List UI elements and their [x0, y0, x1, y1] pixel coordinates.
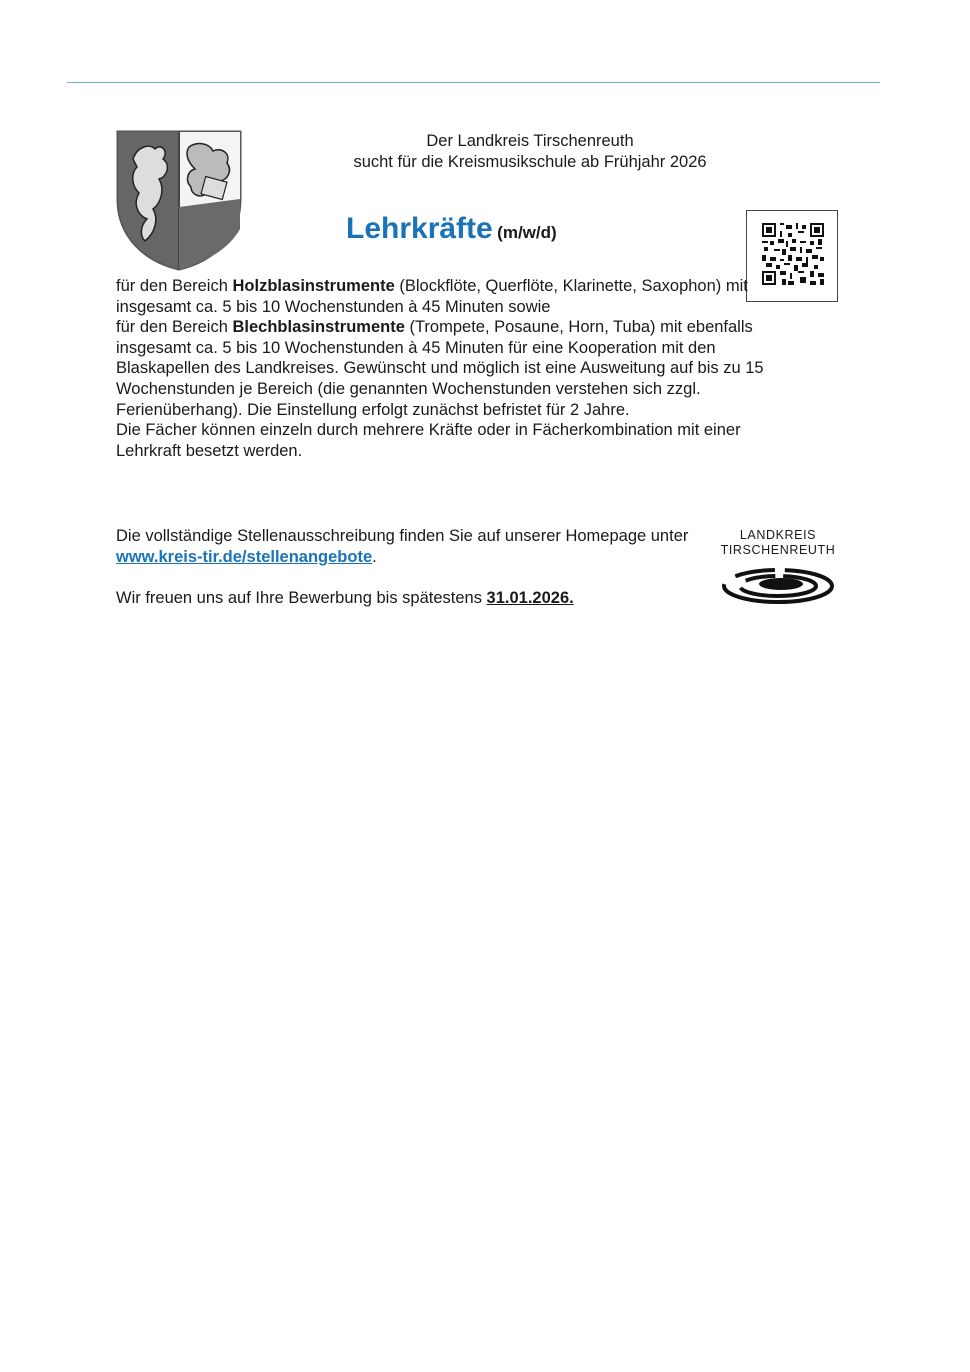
logo-line-1: LANDKREIS: [739, 528, 817, 542]
job-title-gender: (m/w/d): [497, 223, 557, 242]
logo-line-2: TIRSCHENREUTH: [720, 543, 836, 557]
top-divider: [67, 82, 880, 83]
landkreis-logo: [718, 528, 838, 616]
coat-of-arms-icon: [115, 129, 243, 271]
paragraph-faecher: Die Fächer können einzeln durch mehrere Kräfte oder in Fächerkombination mit einer Lehrkraft besetzt werden.: [116, 421, 741, 460]
homepage-text: Die vollständige Stellenausschreibung finden Sie auf unserer Homepage unter: [116, 527, 689, 545]
p1-text: (Blockflöte, Querflöte, Klarinette, Saxophon) mit insgesamt ca. 5 bis 10 Wochenstunden à 45 Minuten sowie: [116, 277, 748, 316]
job-description: [116, 276, 766, 461]
deadline-date: 31.01.2026.: [486, 589, 574, 608]
closing-note: [116, 588, 726, 609]
employer-heading: [280, 131, 780, 173]
p1-lead: für den Bereich: [116, 277, 233, 295]
job-title-main: Lehrkräfte: [346, 212, 493, 245]
homepage-note: [116, 526, 726, 567]
paragraph-holzblas: [116, 276, 766, 317]
homepage-end: .: [372, 547, 377, 566]
blechblas-heading: Blechblasinstrumente: [232, 318, 405, 337]
closing-text: Wir freuen uns auf Ihre Bewerbung bis spätestens: [116, 589, 487, 608]
landkreis-logo-icon: [721, 566, 835, 612]
paragraph-blechblas: [116, 317, 766, 420]
p2-lead: für den Bereich: [116, 318, 233, 337]
header-line-2: sucht für die Kreismusikschule ab Frühjahr 2026: [353, 153, 707, 171]
header-line-1: Der Landkreis Tirschenreuth: [426, 132, 634, 150]
job-title: [346, 212, 557, 246]
holzblas-heading: Holzblasinstrumente: [232, 277, 395, 295]
p2-text: (Trompete, Posaune, Horn, Tuba) mit ebenfalls insgesamt ca. 5 bis 10 Wochenstunden à 45 Minuten für eine Kooperation mit den Blaskapellen des Landkreises. Gewünscht und möglich ist eine Ausweitung auf bis zu 15 Wochenstunden je Bereich (die genannten Wochenstunden verstehen sich zzgl. Ferienüberhang). Die Einstellung erfolgt zunächst befristet für 2 Jahre.: [116, 318, 764, 419]
homepage-link[interactable]: www.kreis-tir.de/stellenangebote: [116, 547, 373, 566]
application-info: [116, 526, 726, 609]
